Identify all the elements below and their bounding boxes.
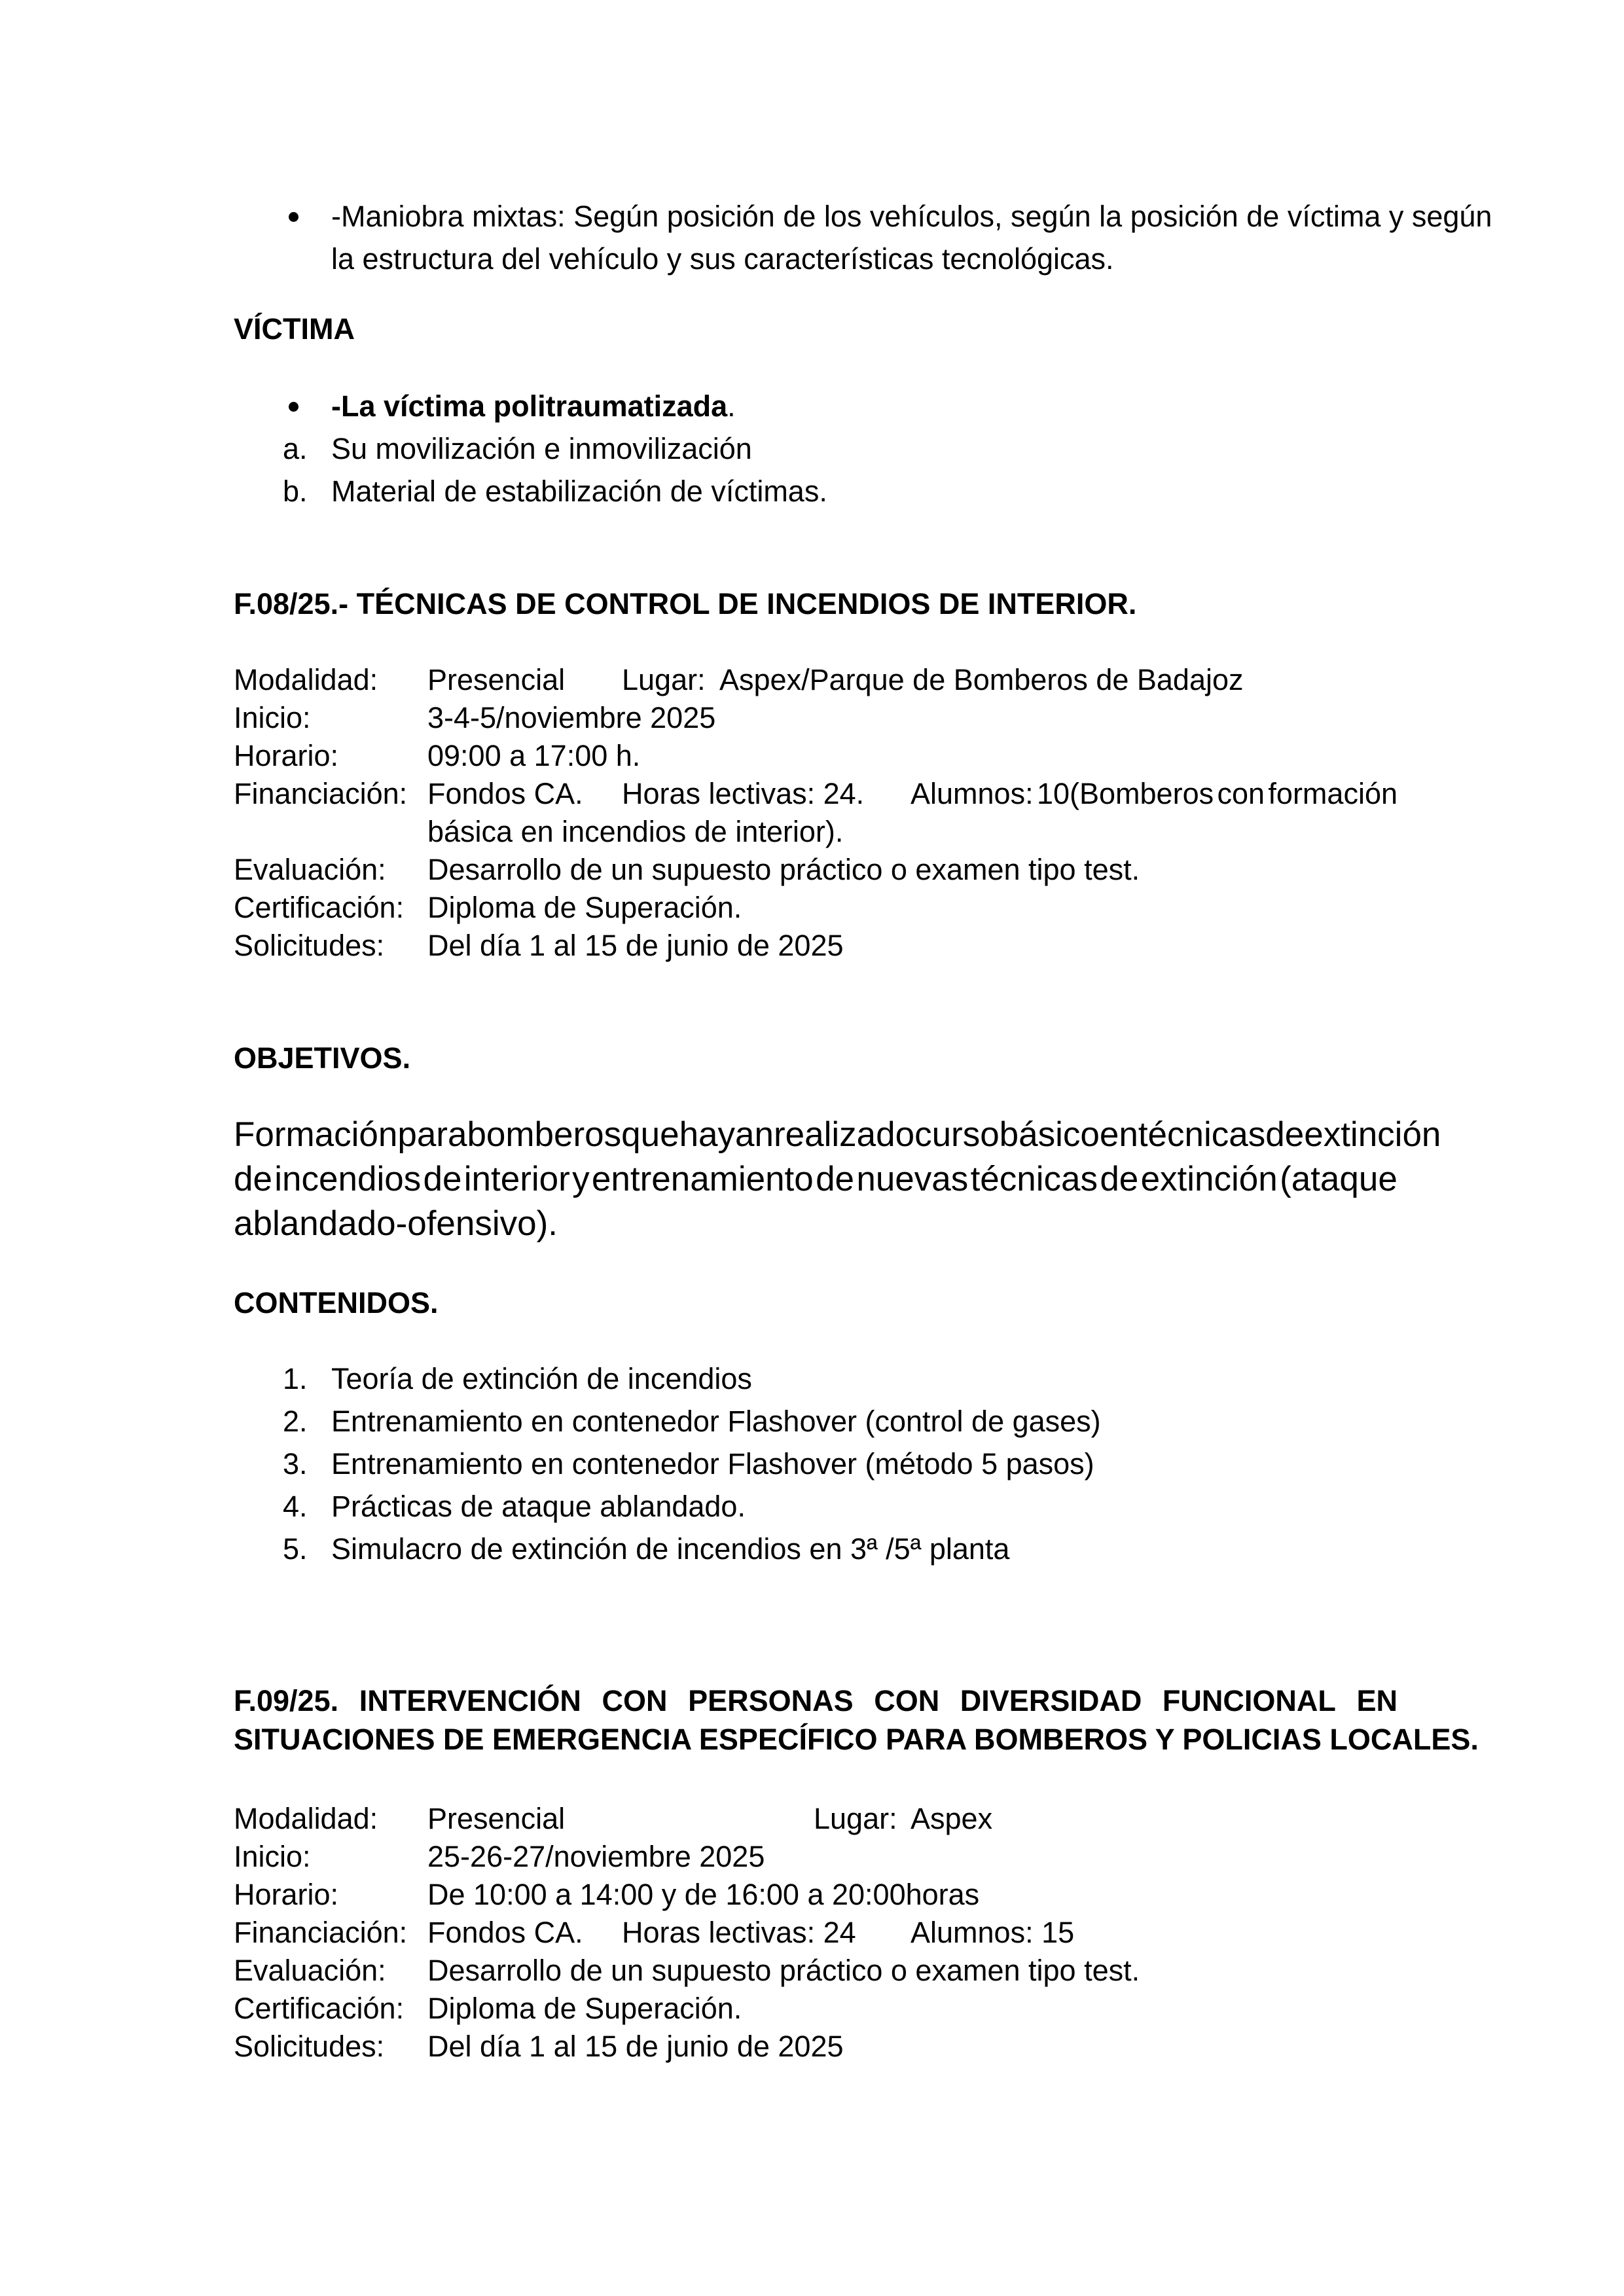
objetivos-line-2 [234,1157,1398,1202]
objetivos-heading: OBJETIVOS. [234,1041,411,1075]
list-marker: 3. [283,1447,308,1480]
objetivos-word: curso [914,1115,1000,1154]
bullet-dot-icon [289,402,298,412]
lugar-value: Aspex [911,1802,993,1835]
course-f09-title-line-2: SITUACIONES DE EMERGENCIA ESPECÍFICO PARA BOMBEROS Y POLICIAS LOCALES. [234,1723,1479,1756]
objetivos-word: entrenamiento [591,1160,814,1198]
objetivos-word: de [423,1160,462,1198]
lugar-label: Lugar: [622,663,706,696]
objetivos-word: técnicas [1138,1115,1266,1154]
inicio-label: Inicio: [234,701,311,734]
modalidad-label: Modalidad: [234,1802,378,1835]
victima-heading: VÍCTIMA [234,312,355,346]
objetivos-line-1 [234,1113,1441,1157]
solicitudes-label: Solicitudes: [234,929,385,962]
alumnos-word: Alumnos: [911,777,1034,810]
objetivos-word: bomberos [467,1115,622,1154]
inicio-label: Inicio: [234,1840,311,1873]
list-marker: 4. [283,1490,308,1523]
objetivos-word: básico [999,1115,1100,1154]
objetivos-word: hayan [679,1115,774,1154]
modalidad-value: Presencial [427,663,566,696]
title-word: EN [1356,1684,1398,1717]
list-item: Simulacro de extinción de incendios en 3ª /5ª planta [331,1532,1010,1566]
title-word: FUNCIONAL [1162,1684,1336,1717]
objetivos-word: para [397,1115,467,1154]
horas-lectivas: Horas lectivas: 24 [622,1916,856,1949]
alumnos-line-1 [911,775,1398,813]
title-word: DIVERSIDAD [960,1684,1142,1717]
evaluacion-label: Evaluación: [234,1954,386,1987]
evaluacion-value: Desarrollo de un supuesto práctico o examen tipo test. [427,853,1140,886]
evaluacion-label: Evaluación: [234,853,386,886]
course-f08-title: F.08/25.- TÉCNICAS DE CONTROL DE INCENDIOS DE INTERIOR. [234,587,1137,620]
objetivos-word: interior [463,1160,570,1198]
modalidad-value: Presencial [427,1802,566,1835]
evaluacion-value: Desarrollo de un supuesto práctico o examen tipo test. [427,1954,1140,1987]
solicitudes-value: Del día 1 al 15 de junio de 2025 [427,929,844,962]
certificacion-label: Certificación: [234,1992,405,2025]
alumnos-line-2: básica en incendios de interior). [427,815,844,848]
victima-bullet-bold: -La víctima politraumatizada [331,389,728,423]
objetivos-word: de [1265,1115,1305,1154]
horario-label: Horario: [234,1878,339,1911]
bullet-dot-icon [289,212,298,222]
lugar-label: Lugar: [814,1802,897,1835]
financiacion-value: Fondos CA. [427,1916,583,1949]
victima-bullet-tail: . [727,389,736,423]
certificacion-value: Diploma de Superación. [427,1992,742,2025]
certificacion-label: Certificación: [234,891,405,924]
horario-value: 09:00 a 17:00 h. [427,739,641,772]
list-item: Material de estabilización de víctimas. [331,475,827,508]
mixed-maneuver-line-1: -Maniobra mixtas: Según posición de los vehículos, según la posición de víctima y según [331,200,1492,233]
objetivos-word: y [572,1160,590,1198]
list-item: Teoría de extinción de incendios [331,1362,752,1395]
modalidad-label: Modalidad: [234,663,378,696]
list-item: Entrenamiento en contenedor Flashover (método 5 pasos) [331,1447,1094,1480]
mixed-maneuver-line-2: la estructura del vehículo y sus características tecnológicas. [331,242,1114,276]
title-word: CON [602,1684,668,1717]
list-item: Entrenamiento en contenedor Flashover (control de gases) [331,1405,1101,1438]
objetivos-word: de [816,1160,855,1198]
list-item: Su movilización e inmovilización [331,432,752,465]
solicitudes-label: Solicitudes: [234,2030,385,2063]
list-marker: 2. [283,1405,308,1438]
horario-label: Horario: [234,739,339,772]
horas-lectivas: Horas lectivas: 24. [622,777,865,810]
objetivos-word: técnicas [970,1160,1098,1198]
alumnos-value: Alumnos: 15 [911,1916,1075,1949]
objetivos-word: incendios [274,1160,422,1198]
financiacion-label: Financiación: [234,1916,408,1949]
solicitudes-value: Del día 1 al 15 de junio de 2025 [427,2030,844,2063]
objetivos-word: que [621,1115,679,1154]
victima-bullet [331,387,736,425]
horario-value: De 10:00 a 14:00 y de 16:00 a 20:00horas [427,1878,980,1911]
objetivos-word: de [1100,1160,1139,1198]
objetivos-word: extinción [1304,1115,1441,1154]
objetivos-line-3: ablandado-ofensivo). [234,1204,558,1243]
list-marker: b. [283,475,308,508]
objetivos-word: de [234,1160,272,1198]
title-word: CON [874,1684,940,1717]
course-f09-title-line-1 [234,1682,1398,1720]
alumnos-word: formación [1268,777,1398,810]
objetivos-word: Formación [234,1115,398,1154]
title-word: F.09/25. [234,1684,339,1717]
objetivos-word: en [1099,1115,1138,1154]
inicio-value: 3-4-5/noviembre 2025 [427,701,716,734]
inicio-value: 25-26-27/noviembre 2025 [427,1840,765,1873]
alumnos-word: 10(Bomberos [1036,777,1214,810]
list-item: Prácticas de ataque ablandado. [331,1490,746,1523]
financiacion-label: Financiación: [234,777,408,810]
financiacion-value: Fondos CA. [427,777,583,810]
list-marker: 5. [283,1532,308,1566]
lugar-value: Aspex/Parque de Bomberos de Badajoz [719,663,1244,696]
contenidos-heading: CONTENIDOS. [234,1286,439,1319]
title-word: PERSONAS [688,1684,854,1717]
list-marker: a. [283,432,308,465]
list-marker: 1. [283,1362,308,1395]
objetivos-word: (ataque [1280,1160,1398,1198]
alumnos-word: con [1217,777,1265,810]
objetivos-word: extinción [1140,1160,1278,1198]
objetivos-word: nuevas [856,1160,969,1198]
title-word: INTERVENCIÓN [359,1684,581,1717]
certificacion-value: Diploma de Superación. [427,891,742,924]
objetivos-word: realizado [773,1115,915,1154]
